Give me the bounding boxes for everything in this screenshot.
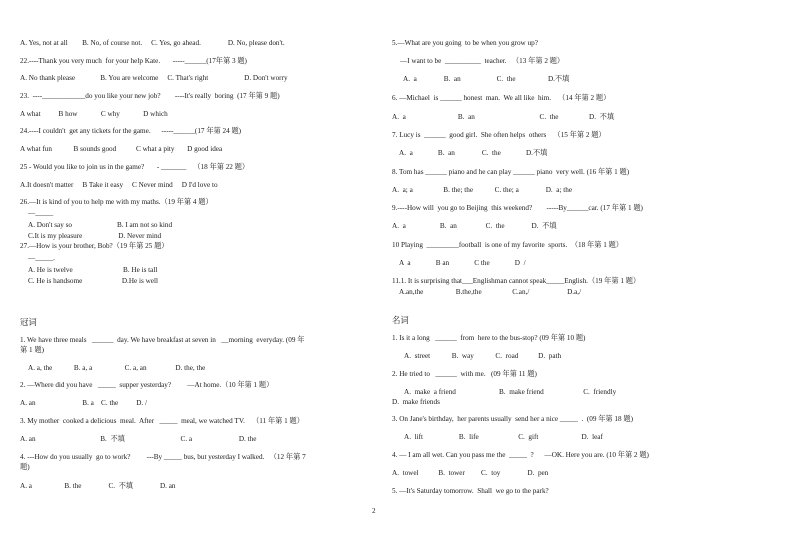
left-line-1: 22.----Thank you very much for your help Kate. -----______(17年第 3 题) <box>20 57 247 65</box>
right-line-15: 名词 <box>392 316 409 325</box>
right-line-20: D. make friends <box>392 398 440 406</box>
left-line-2: A. No thank please B. You are welcome C. That's right D. Don't worry <box>20 74 288 82</box>
right-line-19: A. make a friend B. make friend C. friendly <box>404 388 617 396</box>
right-line-24: A. towel B. tower C. toy D. pen <box>392 469 549 477</box>
right-line-0: 5.—What are you going to be when you grow up? <box>392 39 538 47</box>
left-line-8: A.It doesn't matter B Take it easy C Never mind D I'd love to <box>20 181 218 189</box>
left-line-13: 27.—How is your brother, Bob?（19 年第 25 题） <box>20 242 169 250</box>
left-line-17: 冠词 <box>20 318 37 327</box>
left-line-21: 2. —Where did you have _____ supper yesterday? —At home.（10 年第 1 题） <box>20 381 274 389</box>
left-line-26: 题) <box>20 463 30 471</box>
right-line-11: 10 Playing _________football is one of my favorite sports. （18 年第 1 题） <box>392 241 623 249</box>
left-line-25: 4. ---How do you usually go to work? ---By _____ bus, but yesterday I walked. （12 年第 7 <box>20 453 306 461</box>
right-line-1: —I want to be __________ teacher. （13 年第 2 题） <box>400 57 565 65</box>
right-line-25: 5. —It's Saturday tomorrow. Shall we go to the park? <box>392 487 549 495</box>
left-line-27: A. a B. the C. 不填 D. an <box>20 482 176 490</box>
right-line-7: 8. Tom has ______ piano and he can play ______ piano very well. (16 年第 1 题) <box>392 168 630 176</box>
right-line-5: 7. Lucy is ______ good girl. She often helps others （15 年第 2 题） <box>392 131 606 139</box>
right-line-13: 11.1. It is surprising that___Englishman cannot speak_____English.（19 年第 1 题） <box>392 277 641 285</box>
right-line-6: A. a B. an C. the D.不填 <box>399 149 548 157</box>
left-line-6: A what fun B sounds good C what a pity D good idea <box>20 145 223 153</box>
left-line-0: A. Yes, not at all B. No, of course not. C. Yes, go ahead. D. No, please don't. <box>20 39 285 47</box>
right-line-8: A. a; a B. the; the C. the; a D. a; the <box>392 186 573 194</box>
right-line-14: A.an,the B.the,the C.an,/ D.a,/ <box>399 288 582 296</box>
right-line-3: 6. —Michael is ______ honest man. We all like him. （14 年第 2 题） <box>392 94 611 102</box>
left-line-9: 26.—It is kind of you to help me with my maths.（19 年第 4 题） <box>20 198 213 206</box>
right-line-10: A. a B. an C. the D. 不填 <box>392 222 557 230</box>
left-line-4: A what B how C why D which <box>20 110 168 118</box>
left-line-24: A. an B. 不填 C. a D. the <box>20 435 257 443</box>
right-line-16: 1. Is it a long ______ from here to the bus-stop? (09 年第 10 题) <box>392 334 586 342</box>
left-line-10: —_____ <box>28 209 54 217</box>
left-line-14: —_____. <box>28 254 55 262</box>
left-line-12: C.It is my pleasure D. Never mind <box>28 232 162 240</box>
left-line-16: C. He is handsome D.He is well <box>28 277 158 285</box>
left-line-15: A. He is twelve B. He is tall <box>28 266 158 274</box>
left-line-18: 1. We have three meals ______ day. We have breakfast at seven in __morning everyday. (09 年 <box>20 336 305 344</box>
right-line-18: 2. He tried to ______ with me. (09 年第 11 题) <box>392 370 537 378</box>
right-line-21: 3. On Jane's birthday, her parents usually send her a nice _____ . (09 年第 18 题) <box>392 415 633 423</box>
left-line-23: 3. My mother cooked a delicious meal. After _____ meal, we watched TV. （11 年第 1 题） <box>20 417 304 425</box>
right-line-4: A. a B. an C. the D. 不填 <box>392 113 615 121</box>
page-number: 2 <box>372 507 376 515</box>
left-line-20: A. a, the B. a, a C. a, an D. the, the <box>28 364 206 372</box>
right-line-23: 4. — I am all wet. Can you pass me the _____ ? —OK. Here you are. (10 年第 2 题) <box>392 451 649 459</box>
left-line-22: A. an B. a C. the D. / <box>20 399 147 407</box>
left-line-3: 23. ----____________do you like your new job? ----It's really boring (17 年第 9 题) <box>20 92 280 100</box>
left-line-19: 第 1 题) <box>20 346 44 354</box>
left-line-5: 24.----I couldn't get any tickets for the game. -----______(17 年第 24 题) <box>20 127 242 135</box>
left-line-11: A. Don't say so B. I am not so kind <box>28 221 173 229</box>
right-line-17: A. street B. way C. road D. path <box>404 352 562 360</box>
right-line-22: A. lift B. life C. gift D. leaf <box>404 433 603 441</box>
right-line-9: 9.----How will you go to Beijing this weekend? -----By______car. (17 年第 1 题) <box>392 204 643 212</box>
left-line-7: 25 - Would you like to join us in the game? - _______ （18 年第 22 题） <box>20 163 250 171</box>
right-line-12: A a B an C the D / <box>399 259 526 267</box>
right-line-2: A. a B. an C. the D.不填 <box>403 75 570 83</box>
